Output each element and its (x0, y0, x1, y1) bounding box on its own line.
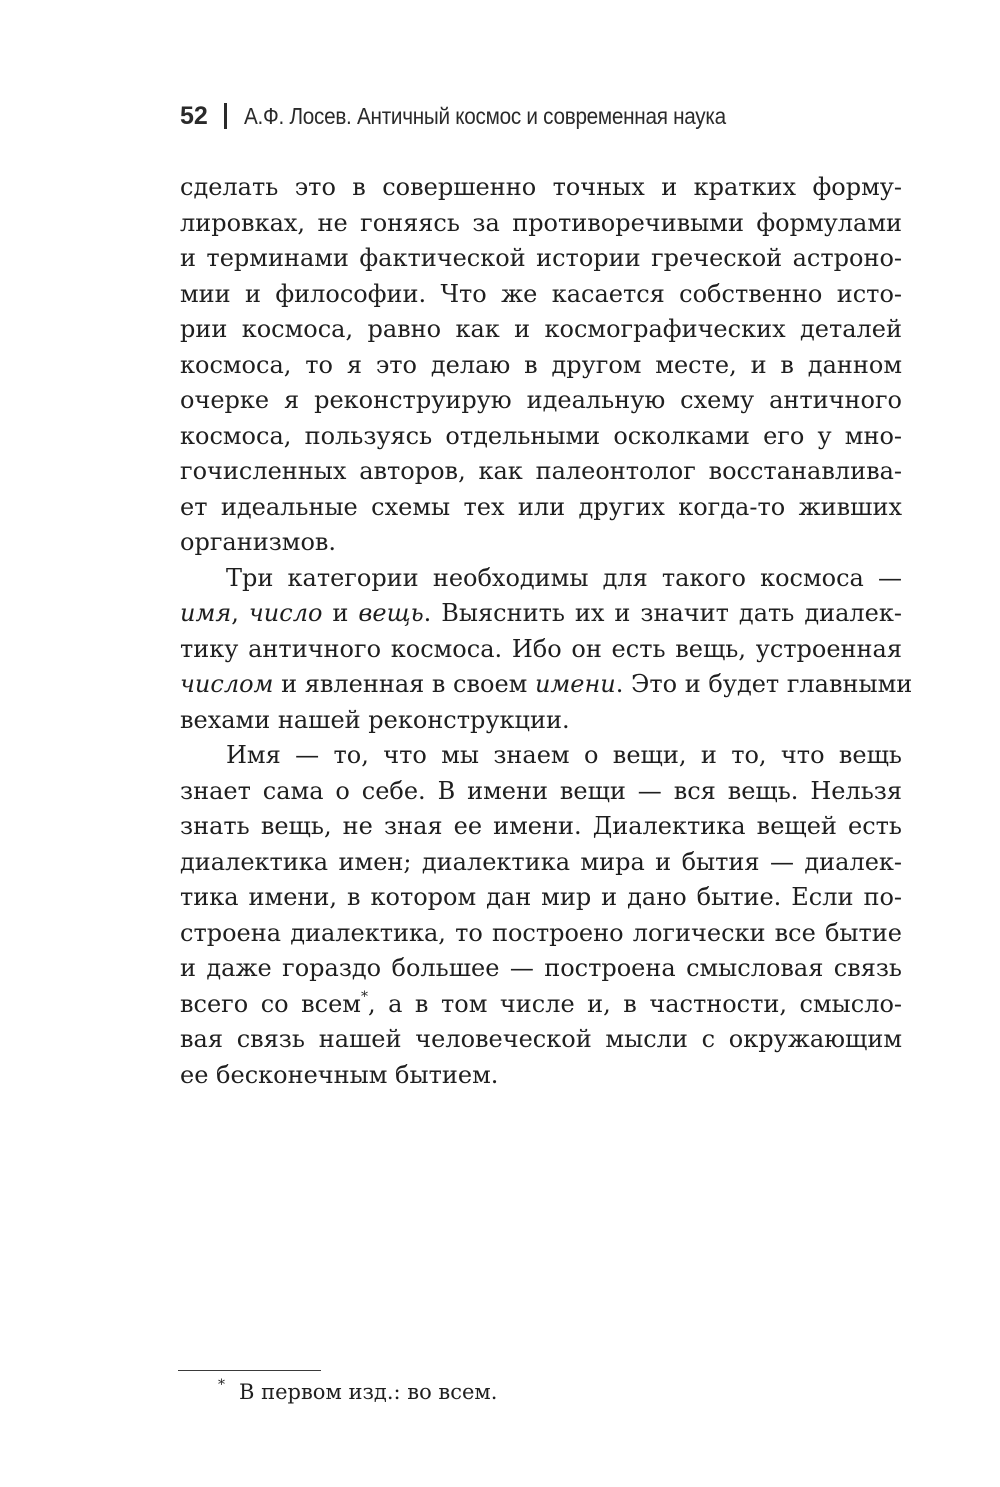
header-separator (224, 103, 227, 129)
text-line: космоса, то я это делаю в другом месте, и в данном (180, 350, 902, 379)
text-run: , (231, 599, 249, 627)
paragraph-3 (180, 738, 902, 1093)
footnote-reference: * (360, 988, 368, 1005)
text-line (180, 667, 913, 703)
text-line: лировках, не гоняясь за противоречивыми формулами (180, 208, 902, 237)
paragraph-2 (180, 561, 913, 739)
text-line: организмов. (180, 528, 337, 556)
footnote-mark: * (218, 1377, 225, 1393)
text-run: , а в том числе и, в частности, смысло- (367, 989, 903, 1018)
text-line: ет идеальные схемы тех или других когда-то живших (180, 492, 902, 521)
italic-term: число (248, 599, 323, 627)
text-run: и явленная в своем (273, 670, 535, 698)
text-line: очерке я реконструирую идеальную схему античного (180, 386, 902, 414)
text-line: вая связь нашей человеческой мысли с окружающим (180, 1025, 902, 1053)
text-line: тика имени, в котором дан мир и дано бытие. Если по- (180, 883, 902, 911)
italic-term: числом (180, 670, 274, 698)
italic-term: имени (534, 670, 616, 698)
italic-term: имя (180, 599, 232, 627)
italic-term: вещь (358, 599, 424, 627)
text-line (180, 987, 902, 1023)
text-line: космоса, пользуясь отдельными осколками его у мно- (180, 421, 902, 450)
text-line: знает сама о себе. В имени вещи — вся вещь. Нельзя (180, 776, 902, 805)
page-number: 52 (180, 101, 208, 130)
paragraph-1 (180, 170, 902, 561)
text-line: и терминами фактической истории греческой астроно- (180, 244, 902, 272)
text-line: Три категории необходимы для такого космоса — (226, 563, 902, 592)
footnote-rule (178, 1370, 321, 1371)
text-line: и даже гораздо большее — построена смысловая связь (180, 954, 902, 982)
text-line: вехами нашей реконструкции. (180, 705, 570, 734)
text-line: мии и философии. Что же касается собственно исто- (180, 279, 902, 308)
text-run: и (322, 599, 359, 627)
text-line: гочисленных авторов, как палеонтолог восстанавлива- (180, 457, 902, 485)
running-head (180, 96, 920, 136)
text-line (180, 596, 902, 632)
text-run: . Выяснить их и значит дать диалек- (423, 599, 902, 627)
text-line: тику античного космоса. Ибо он есть вещь, устроенная (180, 634, 902, 663)
running-title: А.Ф. Лосев. Античный космос и современная наука (243, 102, 726, 129)
text-run: всего со всем (180, 989, 361, 1018)
text-line: рии космоса, равно как и космографических деталей (180, 315, 902, 343)
text-line: знать вещь, не зная ее имени. Диалектика вещей есть (180, 812, 902, 840)
text-line: строена диалектика, то построено логически все бытие (180, 918, 902, 947)
text-line: ее бесконечным бытием. (180, 1060, 499, 1089)
body-text (180, 170, 913, 1093)
text-line: диалектика имен; диалектика мира и бытия — диалек- (180, 847, 902, 876)
footnote (218, 1377, 498, 1404)
text-line: Имя — то, что мы знаем о вещи, и то, что вещь (226, 741, 902, 769)
text-line: сделать это в совершенно точных и кратких форму- (180, 173, 902, 201)
text-run: . Это и будет главными (615, 670, 913, 698)
footnote-text: В первом изд.: во всем. (239, 1380, 498, 1404)
